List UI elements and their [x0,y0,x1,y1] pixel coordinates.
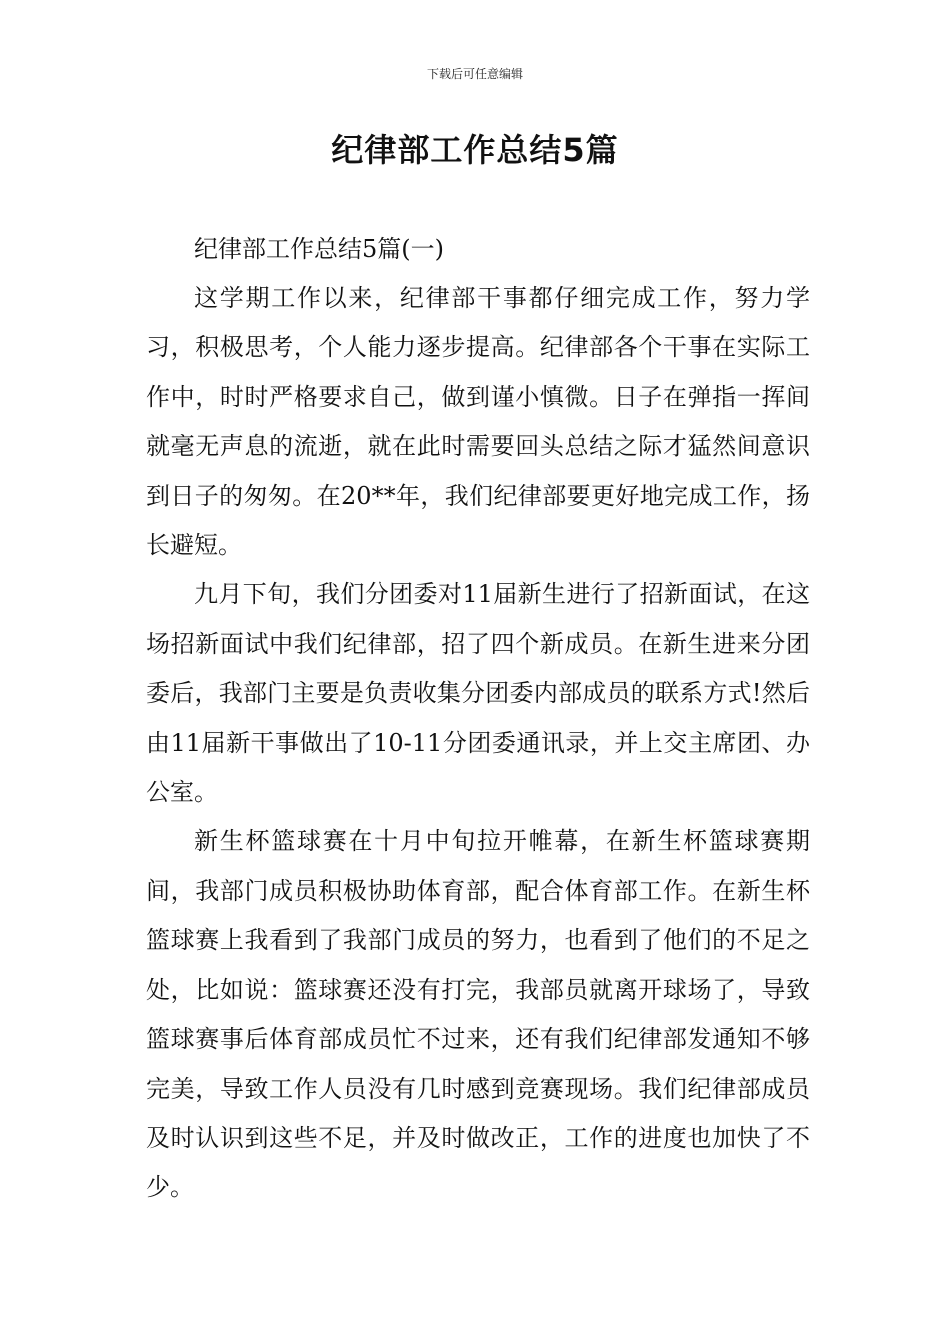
document-title: 纪律部工作总结5篇 [331,131,619,169]
paragraph-3: 新生杯篮球赛在十月中旬拉开帷幕，在新生杯篮球赛期间，我部门成员积极协助体育部，配合体育部工作。在新生杯篮球赛上我看到了我部门成员的努力，也看到了他们的不足之处，比如说：篮球赛还没有打完，我部员就离开球场了，导致篮球赛事后体育部成员忙不过来，还有我们纪律部发通知不够完美，导致工作人员没有几时感到竞赛现场。我们纪律部成员及时认识到这些不足，并及时做改正，工作的进度也加快了不少。 [146,827,810,1202]
paragraph-1: 这学期工作以来，纪律部干事都仔细完成工作，努力学习，积极思考，个人能力逐步提高。纪律部各个干事在实际工作中，时时严格要求自己，做到谨小慎微。日子在弹指一挥间就毫无声息的流逝，就在此时需要回头总结之际才猛然间意识到日子的匆匆。在20**年，我们纪律部要更好地完成工作，扬长避短。 [146,284,810,560]
paragraph-2: 九月下旬，我们分团委对11届新生进行了招新面试，在这场招新面试中我们纪律部，招了四个新成员。在新生进来分团委后，我部门主要是负责收集分团委内部成员的联系方式!然后由11届新干事做出了10-11分团委通讯录，并上交主席团、办公室。 [146,580,810,807]
document-body [146,224,810,1213]
header-note: 下载后可任意编辑 [426,67,523,81]
section-subtitle: 纪律部工作总结5篇(一) [194,235,444,263]
